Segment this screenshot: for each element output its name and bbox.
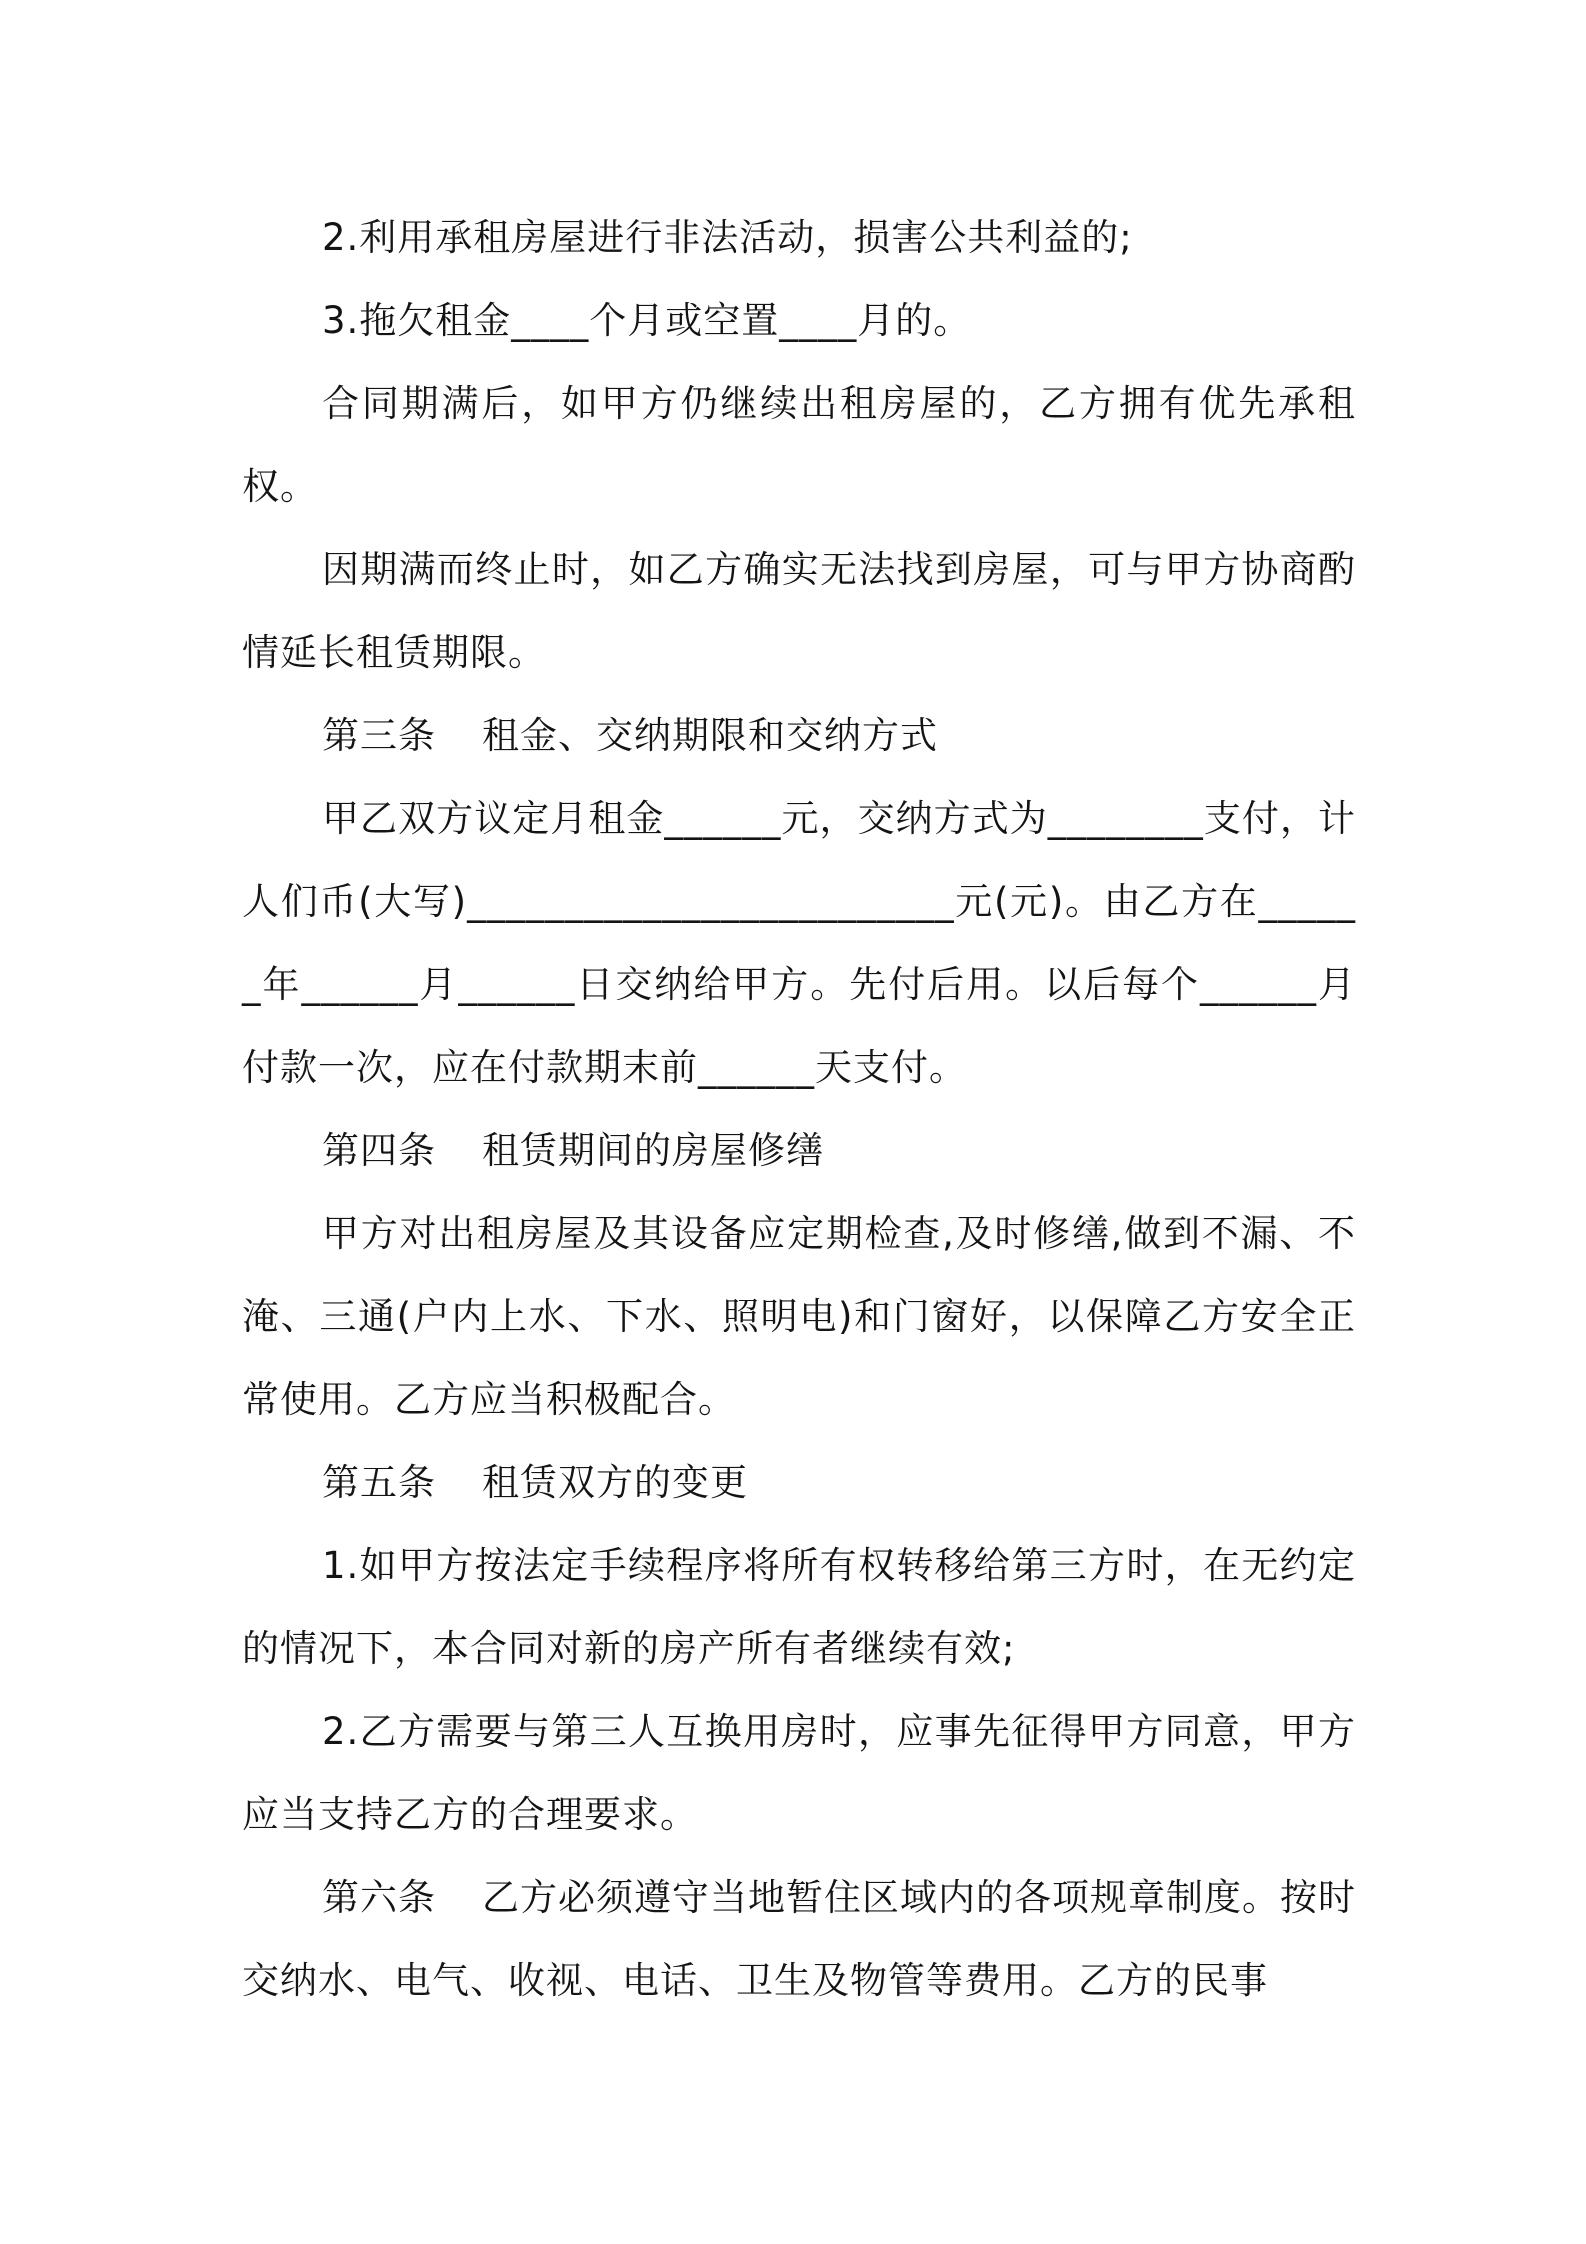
article-5-item-1: 1.如甲方按法定手续程序将所有权转移给第三方时，在无约定的情况下，本合同对新的房产所有者继续有效; bbox=[242, 1544, 1356, 1670]
article-3-number: 第三条 bbox=[322, 714, 436, 757]
article-4-body: 甲方对出租房屋及其设备应定期检查,及时修缮,做到不漏、不淹、三通(户内上水、下水、照明电)和门窗好，以保障乙方安全正常使用。乙方应当积极配合。 bbox=[242, 1212, 1356, 1421]
article-5-item-2: 2.乙方需要与第三人互换用房时，应事先征得甲方同意，甲方应当支持乙方的合理要求。 bbox=[242, 1710, 1356, 1836]
article-5-number: 第五条 bbox=[322, 1461, 436, 1504]
paragraph-item-3: 3.拖欠租金____个月或空置____月的。 bbox=[322, 299, 972, 342]
document-body bbox=[242, 196, 1356, 2022]
article-4-number: 第四条 bbox=[322, 1129, 436, 1172]
article-5-heading bbox=[242, 1441, 1356, 1524]
article-4-title: 租赁期间的房屋修缮 bbox=[482, 1129, 824, 1172]
article-3-heading bbox=[242, 694, 1356, 777]
article-6-number: 第六条 bbox=[322, 1876, 436, 1919]
article-6-paragraph bbox=[242, 1856, 1356, 2022]
article-5-title: 租赁双方的变更 bbox=[482, 1461, 748, 1504]
article-3-body: 甲乙双方议定月租金______元，交纳方式为________支付，计人们币(大写)_________________________元(元)。由乙方在______年______月______日交纳给甲方。先付后用。以后每个______月付款一次，应在付款期末前______天支付。 bbox=[242, 797, 1356, 1089]
paragraph-item-2: 2.利用承租房屋进行非法活动，损害公共利益的; bbox=[322, 216, 1133, 259]
paragraph-priority-lease: 合同期满后，如甲方仍继续出租房屋的，乙方拥有优先承租权。 bbox=[242, 382, 1356, 508]
article-6-text: 乙方必须遵守当地暂住区域内的各项规章制度。按时交纳水、电气、收视、电话、卫生及物管等费用。乙方的民事 bbox=[242, 1876, 1356, 2002]
article-4-heading bbox=[242, 1109, 1356, 1192]
paragraph-extension: 因期满而终止时，如乙方确实无法找到房屋，可与甲方协商酌情延长租赁期限。 bbox=[242, 548, 1356, 674]
article-3-title: 租金、交纳期限和交纳方式 bbox=[482, 714, 938, 757]
